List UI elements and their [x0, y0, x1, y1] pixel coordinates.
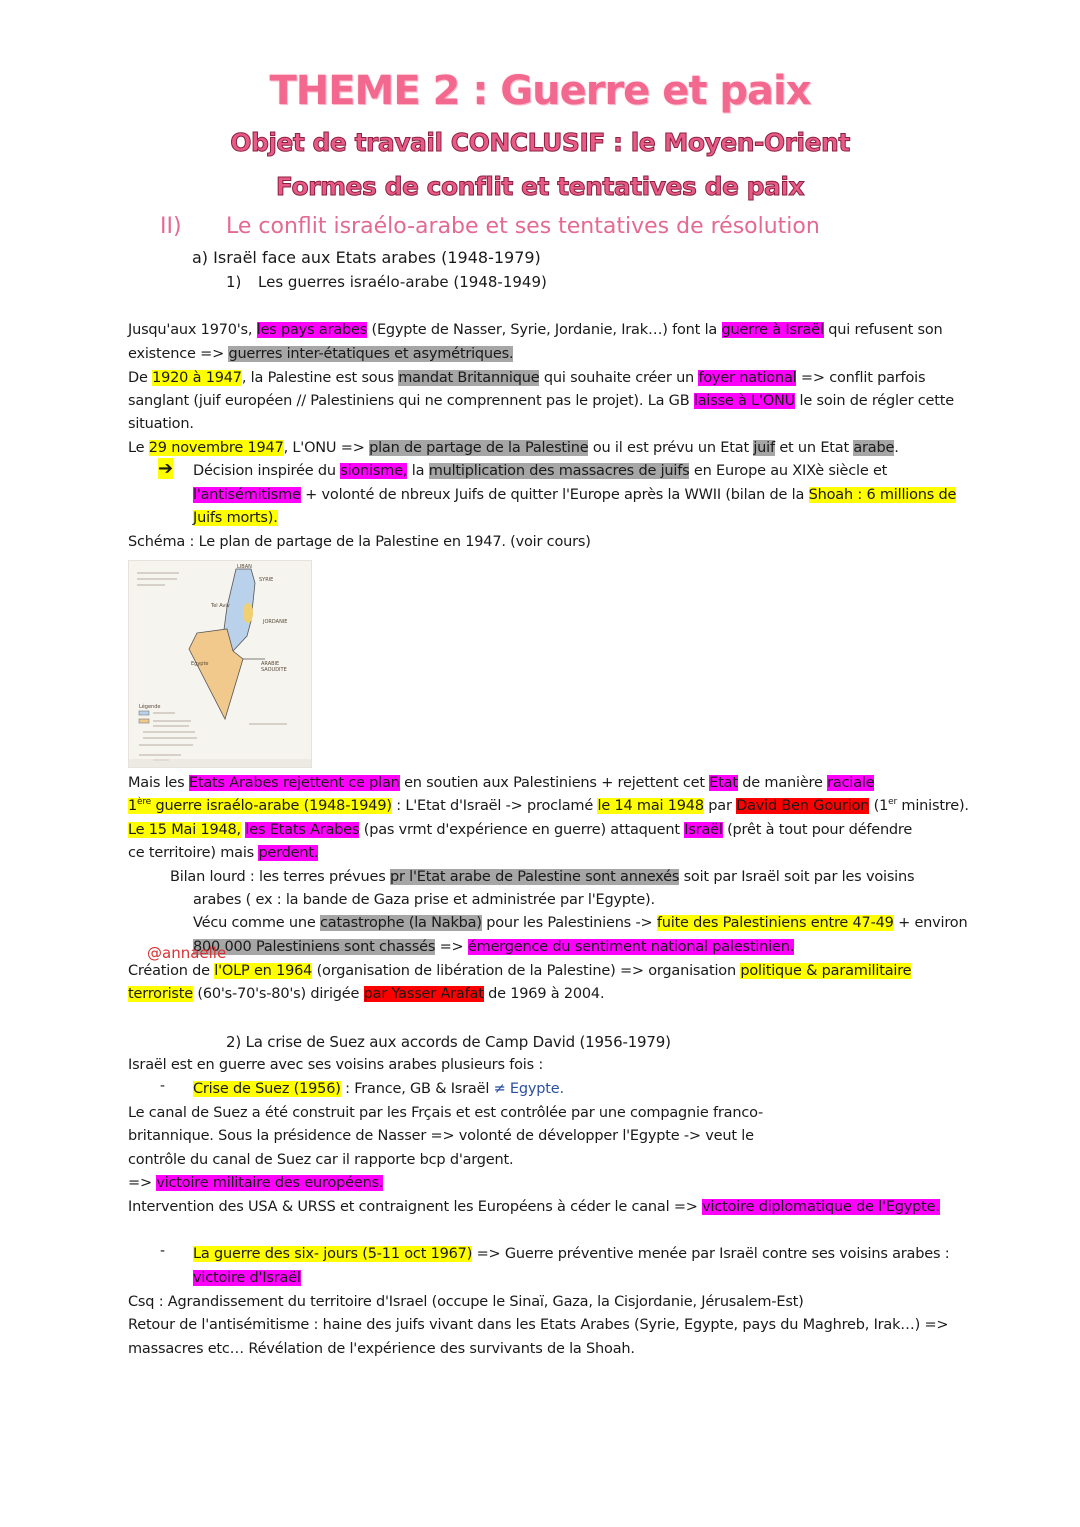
highlight-magenta: les Etats Arabes: [245, 822, 360, 838]
paragraph-olp-line-2: terroriste (60's-70's-80's) dirigée par Yasser Arafat de 1969 à 2004.: [128, 986, 605, 1002]
section-heading: [160, 214, 820, 239]
highlight-yellow: fuite des Palestiniens entre 47-49: [656, 915, 894, 931]
list-item-suez-crisis: Crise de Suez (1956) : France, GB & Israël ≠ Egypte.: [193, 1081, 564, 1097]
map-drawing: [129, 561, 312, 768]
highlight-magenta: victoire d'Israël: [193, 1270, 301, 1286]
part-2-title: 2) La crise de Suez aux accords de Camp David (1956-1979): [226, 1033, 671, 1051]
highlight-magenta: foyer national: [698, 370, 797, 386]
list-item-six-day-war: La guerre des six- jours (5-11 oct 1967) => Guerre préventive menée par Israël contre ses voisins arabes :: [193, 1246, 950, 1262]
paragraph-antisemitism-line-1: Retour de l'antisémitisme : haine des juifs vivant dans les Etats Arabes (Syrie, Egypte, pays du Maghreb, Irak…) =>: [128, 1317, 949, 1333]
highlight-magenta: Etat: [709, 775, 738, 791]
highlight-magenta: Etats Arabes rejettent ce plan: [188, 775, 400, 791]
theme-title: THEME 2 : Guerre et paix: [269, 68, 811, 114]
highlight-magenta: laisse à L'ONU: [693, 393, 796, 409]
highlight-magenta: victoire diplomatique de l'Egypte.: [702, 1199, 940, 1215]
highlight-gray: pr l'Etat arabe de Palestine sont annexés: [389, 869, 680, 885]
paragraph-zionism-line-2: l'antisémitisme + volonté de nbreux Juifs de quitter l'Europe après la WWII (bilan de la Shoah : 6 millions de: [193, 487, 957, 503]
paragraph-toll-line-1: Bilan lourd : les terres prévues pr l'Etat arabe de Palestine sont annexés soit par Israël soit par les voisins: [170, 869, 915, 885]
highlight-magenta: l'antisémitisme: [193, 487, 301, 503]
highlight-magenta: raciale: [827, 775, 875, 791]
highlight-magenta: guerre à Israël: [721, 322, 824, 338]
highlight-magenta: Israël: [684, 822, 723, 838]
highlight-yellow: Juifs morts).: [193, 510, 278, 526]
author-watermark: @annaelle: [147, 944, 227, 962]
highlight-gray: guerres inter-étatiques et asymétriques.: [228, 346, 514, 362]
highlight-gray: multiplication des massacres de juifs: [428, 463, 690, 479]
highlight-gray: juif: [753, 440, 775, 456]
paragraph-wars-intro: Israël est en guerre avec ses voisins arabes plusieurs fois :: [128, 1057, 544, 1073]
paragraph-mandate-line-1: De 1920 à 1947, la Palestine est sous mandat Britannique qui souhaite créer un foyer national => conflit parfois: [128, 370, 926, 386]
paragraph-antisemitism-line-2: massacres etc… Révélation de l'expérience des survivants de la Shoah.: [128, 1341, 635, 1357]
paragraph-zionism-line-3: [193, 507, 278, 529]
svg-text:SAOUDITE: SAOUDITE: [261, 667, 287, 673]
paragraph-arab-states-line-2: existence => guerres inter-étatiques et asymétriques.: [128, 346, 514, 362]
paragraph-olp-line-1: Création de l'OLP en 1964 (organisation de libération de la Palestine) => organisation politique & paramilitaire: [128, 963, 912, 979]
paragraph-suez-line-1: Le canal de Suez a été construit par les Frçais et est contrôlée par une compagnie franco-: [128, 1105, 764, 1121]
section-number: II): [160, 214, 182, 239]
paragraph-suez-line-4: => victoire militaire des européens.: [128, 1175, 384, 1191]
paragraph-attack-line-2: ce territoire) mais perdent.: [128, 845, 319, 861]
highlight-magenta: perdent.: [258, 845, 319, 861]
paragraph-consequences: Csq : Agrandissement du territoire d'Israel (occupe le Sinaï, Gaza, la Cisjordanie, Jérusalem-Est): [128, 1294, 804, 1310]
svg-text:SYRIE: SYRIE: [259, 577, 274, 583]
schema-caption: Schéma : Le plan de partage de la Palestine en 1947. (voir cours): [128, 534, 591, 550]
highlight-yellow: l'OLP en 1964: [214, 963, 313, 979]
svg-text:Légende: Légende: [139, 704, 161, 710]
svg-text:Tel Aviv: Tel Aviv: [211, 603, 230, 609]
highlight-red: David Ben Gourion: [736, 798, 870, 814]
partition-plan-map-image: [128, 560, 312, 768]
highlight-magenta: victoire militaire des européens.: [156, 1175, 384, 1191]
svg-text:ARABIE: ARABIE: [261, 661, 280, 667]
highlight-yellow: le 14 mai 1948: [597, 798, 704, 814]
paragraph-arab-states-line-1: Jusqu'aux 1970's, les pays arabes (Egypte de Nasser, Syrie, Jordanie, Irak…) font la guerre à Israël qui refusent son: [128, 322, 943, 338]
paragraph-mandate-line-3: situation.: [128, 416, 194, 432]
highlight-gray: mandat Britannique: [398, 370, 540, 386]
highlight-magenta: les pays arabes: [256, 322, 368, 338]
paragraph-first-war-line: 1ère guerre israélo-arabe (1948-1949) : L'Etat d'Israël -> proclamé le 14 mai 1948 par David Ben Gourion (1er ministre).: [128, 797, 969, 814]
list-dash-icon: -: [160, 1243, 166, 1259]
paragraph-suez-line-2: britannique. Sous la présidence de Nasser => volonté de développer l'Egypte -> veut le: [128, 1128, 754, 1144]
section-title: Le conflit israélo-arabe et ses tentatives de résolution: [226, 214, 820, 239]
highlight-yellow: La guerre des six- jours (5-11 oct 1967): [193, 1246, 473, 1262]
highlight-gray: 800 000 Palestiniens sont chassés: [193, 939, 436, 955]
highlight-magenta: émergence du sentiment national palestinien.: [467, 939, 795, 955]
paragraph-toll-line-2: arabes ( ex : la bande de Gaza prise et administrée par l'Egypte).: [193, 892, 655, 908]
subtitle-conflict-forms: Formes de conflit et tentatives de paix: [275, 172, 805, 201]
part-1-title: Les guerres israélo-arabe (1948-1949): [258, 273, 547, 291]
highlight-yellow: politique & paramilitaire: [740, 963, 912, 979]
part-1-number: 1): [226, 273, 242, 291]
list-dash-icon: -: [160, 1078, 166, 1094]
subtitle-work-object: Objet de travail CONCLUSIF : le Moyen-Orient: [230, 128, 850, 157]
highlight-yellow: terroriste: [128, 986, 193, 1002]
highlight-magenta: sionisme,: [340, 463, 408, 479]
highlight-yellow: 1920 à 1947: [152, 370, 242, 386]
highlight-yellow: Crise de Suez (1956): [193, 1081, 341, 1097]
highlight-yellow: Shoah : 6 millions de: [808, 487, 957, 503]
arrow-bullet-icon: ➔: [158, 458, 174, 479]
paragraph-rejection-line-1: Mais les Etats Arabes rejettent ce plan en soutien aux Palestiniens + rejettent cet Etat de manière raciale: [128, 775, 875, 791]
svg-text:JORDANIE: JORDANIE: [263, 619, 288, 625]
highlight-yellow: 1ère guerre israélo-arabe (1948-1949): [128, 797, 392, 814]
paragraph-nakba-line: Vécu comme une catastrophe (la Nakba) pour les Palestiniens -> fuite des Palestiniens entre 47-49 + environ: [193, 915, 968, 931]
highlight-gray: arabe: [853, 440, 895, 456]
paragraph-zionism-line-1: Décision inspirée du sionisme, la multiplication des massacres de juifs en Europe au XIXè siècle et: [193, 463, 888, 479]
paragraph-nakba-line-2: 800 000 Palestiniens sont chassés => émergence du sentiment national palestinien.: [193, 939, 795, 955]
paragraph-partition-plan: Le 29 novembre 1947, L'ONU => plan de partage de la Palestine ou il est prévu un Etat juif et un Etat arabe.: [128, 440, 899, 456]
svg-text:LIBAN: LIBAN: [237, 564, 252, 570]
svg-text:Egypte: Egypte: [191, 661, 209, 667]
highlight-yellow: 29 novembre 1947: [148, 440, 284, 456]
paragraph-suez-line-3: contrôle du canal de Suez car il rapporte bcp d'argent.: [128, 1152, 514, 1168]
paragraph-mandate-line-2: sanglant (juif européen // Palestiniens qui ne comprennent pas le projet). La GB laisse à L'ONU le soin de régler cette: [128, 393, 954, 409]
paragraph-suez-line-5: Intervention des USA & URSS et contraignent les Européens à céder le canal => victoire diplomatique de l'Egypte.: [128, 1199, 940, 1215]
highlight-gray: catastrophe (la Nakba): [320, 915, 482, 931]
part-1-heading: [226, 273, 547, 291]
subsection-a-title: a) Israël face aux Etats arabes (1948-1979): [192, 248, 541, 267]
paragraph-attack-line: Le 15 Mai 1948, les Etats Arabes (pas vrmt d'expérience en guerre) attaquent Israël (prêt à tout pour défendre: [128, 822, 913, 838]
highlight-yellow: Le 15 Mai 1948,: [128, 822, 241, 838]
list-item-six-day-war-line-2: [193, 1267, 301, 1289]
highlight-gray: plan de partage de la Palestine: [369, 440, 589, 456]
highlight-red: par Yasser Arafat: [363, 986, 484, 1002]
